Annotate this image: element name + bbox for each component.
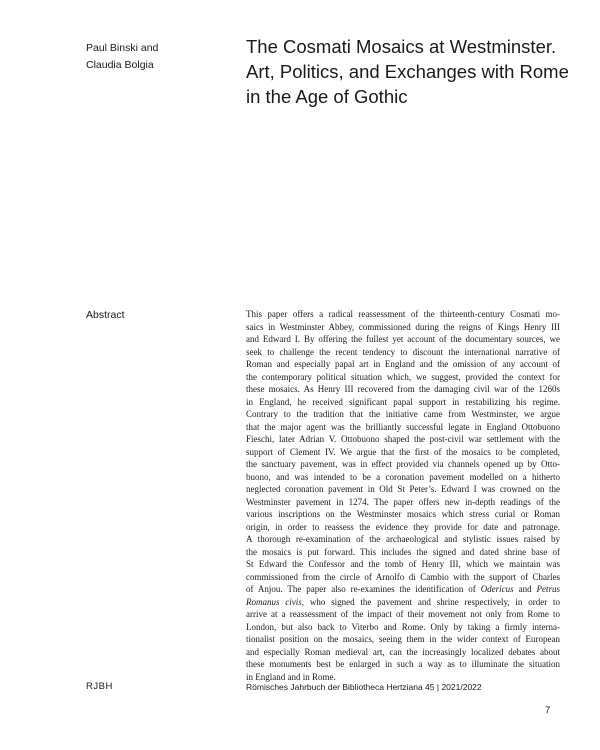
abstract-line xyxy=(246,471,560,484)
abstract-line xyxy=(246,558,560,571)
abstract-line xyxy=(246,496,560,509)
title-line-1: The Cosmati Mosaics at Westminster. xyxy=(246,36,557,57)
abstract-text-segment: This paper offers a radical reassessment of the thirteenth-century Cosmati mo- xyxy=(246,309,560,319)
abstract-heading: Abstract xyxy=(86,309,125,321)
abstract-line xyxy=(246,533,560,546)
abstract-line xyxy=(246,358,560,371)
abstract-text-segment: in England, he received significant papal support in restabilizing his regime. xyxy=(246,396,560,407)
abstract-text-segment: the sanctuary pavement, was in effect provided via channels opened up by Otto- xyxy=(246,459,560,469)
abstract-line xyxy=(246,583,560,596)
abstract-text-segment: support of Clement IV. We argue that the first of the mosaics to be completed, xyxy=(246,446,560,457)
abstract-text-segment: neglected coronation pavement in Old St Peter’s. Edward I was crowned on the xyxy=(246,484,560,494)
abstract-text-segment: St Edward the Confessor and the tomb of Henry III, which we maintain was xyxy=(246,559,560,569)
abstract-text-segment: Fieschi, later Adrian V. Ottobuono shaped the post-civil war settlement with the xyxy=(246,434,560,444)
abstract-text-segment: the mosaics is put forward. This includes the signed and dated shrine base of xyxy=(246,546,560,557)
journal-code: RJBH xyxy=(86,681,113,692)
abstract-text-segment: the contemporary political situation which, we suggest, provided the context for xyxy=(246,371,560,382)
author-line-2: Claudia Bolgia xyxy=(86,59,154,71)
abstract-text-segment: and especially Roman medieval art, can the increasingly localized debates about xyxy=(246,646,560,657)
abstract-line xyxy=(246,596,560,609)
italic-term: Romanus civis xyxy=(246,596,302,607)
abstract-text-segment: Roman and especially papal art in England and the omission of any account of xyxy=(246,359,560,369)
abstract-line xyxy=(246,321,560,334)
abstract-line xyxy=(246,646,560,659)
abstract-line xyxy=(246,346,560,359)
abstract-line xyxy=(246,521,560,534)
abstract-line xyxy=(246,546,560,559)
article-authors xyxy=(86,40,206,74)
abstract-text-segment: A thorough re-examination of the archaeological and stylistic issues raised by xyxy=(246,534,560,544)
abstract-line xyxy=(246,433,560,446)
abstract-text xyxy=(246,308,560,683)
abstract-text-segment: seek to challenge the recent tendency to discount the international narrative of xyxy=(246,346,560,357)
abstract-text-segment: these mosaics. As Henry III recovered from the damaging civil war of the 1260s xyxy=(246,384,560,394)
abstract-line xyxy=(246,658,560,671)
abstract-line xyxy=(246,458,560,471)
abstract-text-segment: and xyxy=(513,584,537,594)
page-number: 7 xyxy=(545,705,551,716)
abstract-line xyxy=(246,571,560,584)
abstract-line xyxy=(246,396,560,409)
abstract-line xyxy=(246,621,560,634)
italic-term: Petrus xyxy=(536,584,560,594)
abstract-text-segment: that the major agent was the brilliantly successful legate in England Ottobuono xyxy=(246,421,560,432)
abstract-line xyxy=(246,308,560,321)
abstract-text-segment: these monuments best be enlarged in such a way as to illuminate the situation xyxy=(246,659,560,669)
abstract-text-segment: buono, and was intended to be a coronation pavement modelled on a hitherto xyxy=(246,471,560,482)
abstract-line xyxy=(246,371,560,384)
abstract-line xyxy=(246,333,560,346)
abstract-line xyxy=(246,508,560,521)
author-line-1: Paul Binski and xyxy=(86,42,159,54)
abstract-text-segment: of Anjou. The paper also re-examines the identification of xyxy=(246,584,481,594)
abstract-text-segment: origin, in order to reassess the evidence they provide for date and patronage. xyxy=(246,521,560,532)
title-line-3: in the Age of Gothic xyxy=(246,86,408,107)
abstract-text-segment: , who signed the pavement and shrine respectively, in order to xyxy=(301,596,560,607)
abstract-text-segment: Westminster pavement in 1274. The paper offers new in-depth readings of the xyxy=(246,496,560,507)
abstract-text-segment: saics in Westminster Abbey, commissioned during the reigns of Kings Henry III xyxy=(246,321,560,332)
journal-name: Römisches Jahrbuch der Bibliotheca Hertziana 45 | 2021/2022 xyxy=(246,682,482,692)
abstract-line xyxy=(246,446,560,459)
abstract-text-segment: and Edward I. By offering the fullest yet account of the documentary sources, we xyxy=(246,334,560,344)
abstract-line xyxy=(246,383,560,396)
abstract-text-segment: commissioned from the circle of Arnolfo di Cambio with the support of Charles xyxy=(246,571,560,582)
abstract-line xyxy=(246,408,560,421)
abstract-text-segment: arrive at a reassessment of the impact of their movement not only from Rome to xyxy=(246,609,560,619)
abstract-text-segment: Contrary to the tradition that the initiative came from Westminster, we argue xyxy=(246,409,560,419)
abstract-line xyxy=(246,421,560,434)
abstract-text-segment: London, but also back to Viterbo and Rome. Only by taking a firmly interna- xyxy=(246,621,560,632)
abstract-text-segment: in England and in Rome. xyxy=(246,671,336,682)
italic-term: Odericus xyxy=(480,584,514,594)
abstract-text-segment: tionalist position on the mosaics, seeing them in the wider context of European xyxy=(246,634,560,644)
abstract-line xyxy=(246,483,560,496)
article-title xyxy=(246,34,576,109)
title-line-2: Art, Politics, and Exchanges with Rome xyxy=(246,61,569,82)
abstract-text-segment: various inscriptions on the Westminster mosaics which stress curial or Roman xyxy=(246,509,560,519)
abstract-line xyxy=(246,608,560,621)
abstract-line xyxy=(246,633,560,646)
